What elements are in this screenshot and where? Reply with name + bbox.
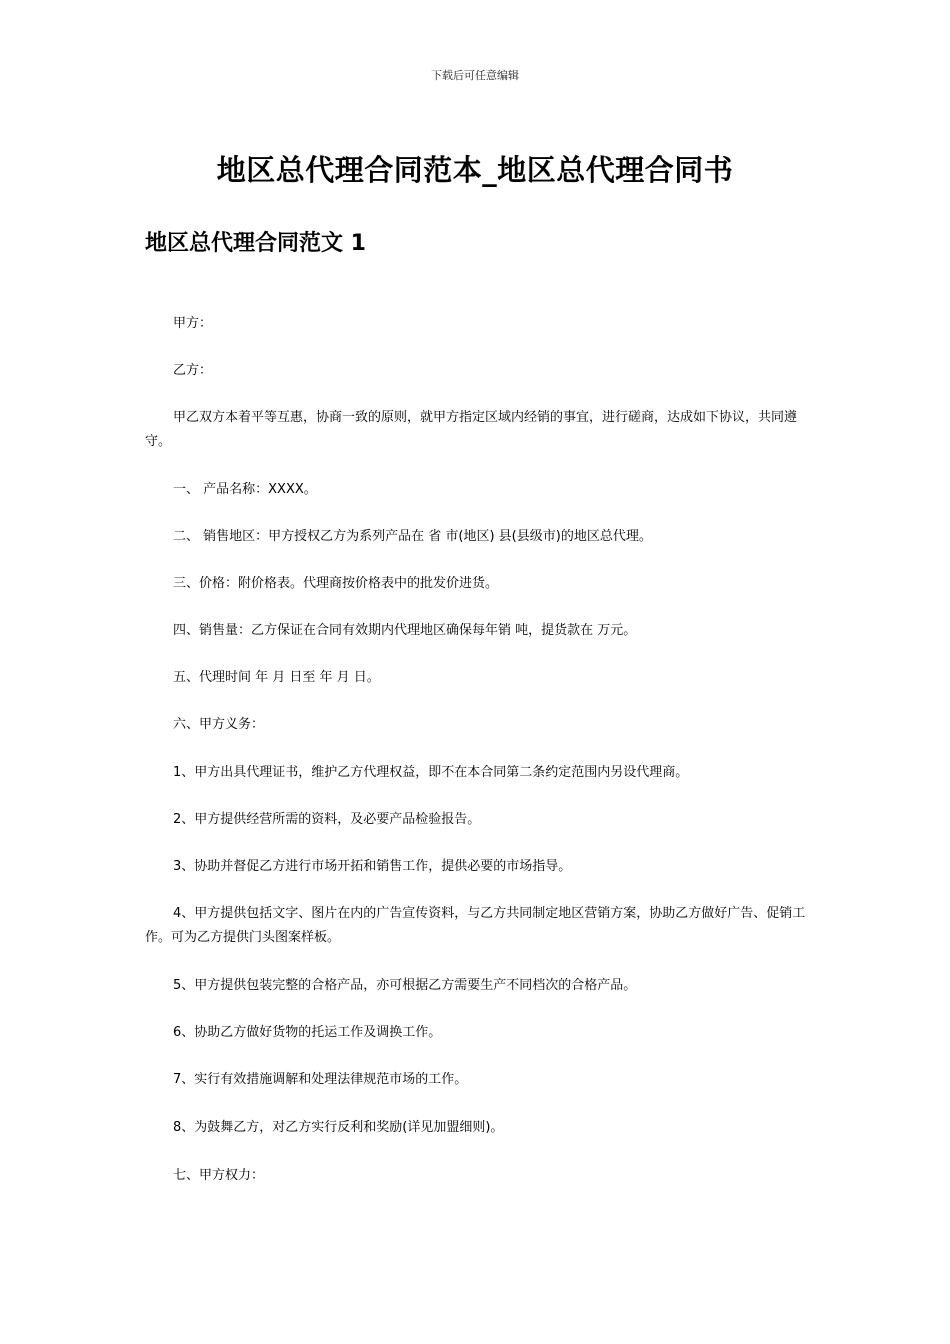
obligation-item-2: 2、甲方提供经营所需的资料，及必要产品检验报告。	[173, 812, 481, 827]
obligation-item-3: 3、协助并督促乙方进行市场开拓和销售工作，提供必要的市场指导。	[173, 859, 572, 874]
obligation-item-5: 5、甲方提供包装完整的合格产品，亦可根据乙方需要生产不同档次的合格产品。	[173, 978, 637, 993]
document-title: 地区总代理合同范本_地区总代理合同书	[216, 153, 734, 187]
section-title: 地区总代理合同范文 1	[145, 231, 366, 256]
clause-price: 三、价格：附价格表。代理商按价格表中的批发价进货。	[173, 576, 499, 591]
clause-sales-region: 二、 销售地区：甲方授权乙方为系列产品在 省 市(地区) 县(县级市)的地区总代理。	[173, 529, 652, 544]
clause-party-a-rights: 七、甲方权力：	[173, 1168, 265, 1183]
header-note: 下载后可任意编辑	[431, 69, 519, 82]
preamble-paragraph: 甲乙双方本着平等互惠，协商一致的原则，就甲方指定区域内经销的事宜，进行磋商，达成如下协议，共同遵守。	[145, 410, 798, 449]
obligation-item-7: 7、实行有效措施调解和处理法律规范市场的工作。	[173, 1072, 468, 1087]
obligation-item-8: 8、为鼓舞乙方，对乙方实行反利和奖励(详见加盟细则)。	[173, 1120, 504, 1135]
obligation-item-1: 1、甲方出具代理证书，维护乙方代理权益，即不在本合同第二条约定范围内另设代理商。	[173, 765, 689, 780]
obligation-item-4: 4、甲方提供包括文字、图片在内的广告宣传资料，与乙方共同制定地区营销方案，协助乙方做好广告、促销工作。可为乙方提供门头图案样板。	[145, 906, 806, 945]
party-a-line: 甲方：	[173, 316, 213, 331]
clause-product-name: 一、 产品名称：XXXX。	[173, 482, 317, 497]
clause-party-a-obligations: 六、甲方义务：	[173, 717, 265, 732]
clause-sales-volume: 四、销售量：乙方保证在合同有效期内代理地区确保每年销 吨，提货款在 万元。	[173, 623, 637, 638]
party-b-line: 乙方：	[173, 363, 213, 378]
obligation-item-6: 6、协助乙方做好货物的托运工作及调换工作。	[173, 1025, 442, 1040]
clause-agency-period: 五、代理时间 年 月 日至 年 月 日。	[173, 670, 380, 685]
